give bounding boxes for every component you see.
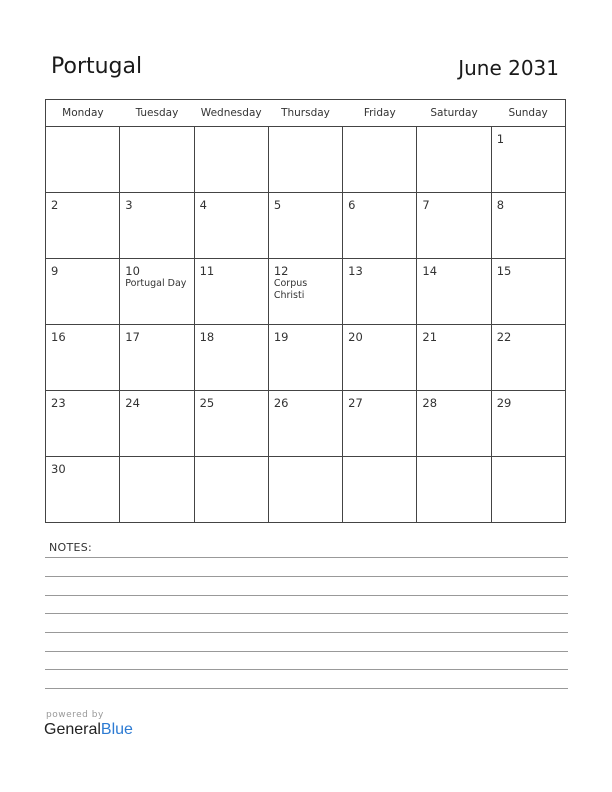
day-cell xyxy=(491,391,565,457)
day-cell xyxy=(343,193,417,259)
day-number: 13 xyxy=(348,264,363,278)
day-cell xyxy=(268,193,342,259)
day-cell xyxy=(343,391,417,457)
week-row xyxy=(46,457,566,523)
day-cell xyxy=(120,259,194,325)
week-row xyxy=(46,259,566,325)
day-number: 4 xyxy=(199,198,207,212)
note-line xyxy=(45,688,568,689)
brand-logo[interactable] xyxy=(44,721,133,739)
weekday-header: Monday xyxy=(46,100,120,127)
note-line xyxy=(45,651,568,652)
day-number: 17 xyxy=(125,330,140,344)
day-cell xyxy=(491,127,565,193)
day-cell xyxy=(417,259,491,325)
day-cell xyxy=(268,391,342,457)
note-line xyxy=(45,595,568,596)
day-number: 3 xyxy=(125,198,133,212)
holiday-label: Portugal Day xyxy=(125,278,187,289)
week-row xyxy=(46,193,566,259)
day-number: 18 xyxy=(199,330,215,344)
day-cell xyxy=(417,457,491,523)
day-number: 8 xyxy=(496,198,505,212)
day-number: 16 xyxy=(51,330,66,344)
day-number: 6 xyxy=(348,198,356,212)
day-cell xyxy=(46,259,120,325)
day-cell xyxy=(194,193,268,259)
day-number: 27 xyxy=(348,396,363,410)
day-cell xyxy=(268,259,342,325)
week-row xyxy=(46,391,566,457)
day-cell xyxy=(194,259,268,325)
day-number: 25 xyxy=(199,396,215,410)
day-number: 15 xyxy=(496,264,512,278)
day-cell xyxy=(46,391,120,457)
day-cell xyxy=(120,457,194,523)
day-cell xyxy=(491,259,565,325)
day-number: 26 xyxy=(273,396,289,410)
day-cell xyxy=(343,457,417,523)
day-cell xyxy=(194,127,268,193)
day-cell xyxy=(343,325,417,391)
powered-by-text: powered by xyxy=(46,710,104,720)
day-cell xyxy=(491,193,565,259)
weekday-header: Wednesday xyxy=(194,100,268,127)
day-cell xyxy=(120,193,194,259)
day-cell xyxy=(120,127,194,193)
day-number: 1 xyxy=(496,132,505,146)
day-cell xyxy=(194,325,268,391)
day-number: 19 xyxy=(273,330,289,344)
day-cell xyxy=(343,127,417,193)
day-number: 20 xyxy=(348,330,363,344)
day-cell xyxy=(268,127,342,193)
week-row xyxy=(46,325,566,391)
weekday-header: Friday xyxy=(343,100,417,127)
calendar-body xyxy=(46,127,566,523)
note-line xyxy=(45,632,568,633)
day-number: 9 xyxy=(51,264,59,278)
day-number: 24 xyxy=(125,396,140,410)
weekday-header: Saturday xyxy=(417,100,491,127)
day-number: 10 xyxy=(125,264,140,278)
day-cell xyxy=(194,391,268,457)
weekday-header-row xyxy=(46,100,566,127)
brand-general: General xyxy=(44,721,101,738)
note-line xyxy=(45,669,568,670)
day-number: 29 xyxy=(496,396,512,410)
day-cell xyxy=(343,259,417,325)
calendar-grid xyxy=(45,99,566,523)
day-number: 21 xyxy=(422,330,438,344)
month-year-title: June 2031 xyxy=(458,56,559,80)
day-number: 7 xyxy=(422,198,430,212)
day-cell xyxy=(194,457,268,523)
day-number: 30 xyxy=(51,462,66,476)
day-cell xyxy=(268,457,342,523)
day-cell xyxy=(491,457,565,523)
notes-label: NOTES: xyxy=(49,541,93,554)
day-number: 2 xyxy=(51,198,59,212)
day-cell xyxy=(46,457,120,523)
day-cell xyxy=(417,391,491,457)
country-title: Portugal xyxy=(51,54,143,79)
day-cell xyxy=(417,325,491,391)
day-cell xyxy=(491,325,565,391)
day-number: 5 xyxy=(273,198,282,212)
day-number: 11 xyxy=(199,264,215,278)
weekday-header: Sunday xyxy=(491,100,565,127)
day-number: 28 xyxy=(422,396,438,410)
brand-blue: Blue xyxy=(100,721,133,738)
holiday-label: Corpus Christi xyxy=(273,278,308,301)
day-cell xyxy=(120,391,194,457)
day-number: 14 xyxy=(422,264,438,278)
day-cell xyxy=(268,325,342,391)
day-cell xyxy=(46,193,120,259)
day-number: 12 xyxy=(273,264,289,278)
day-cell xyxy=(46,127,120,193)
weekday-header: Thursday xyxy=(268,100,342,127)
weekday-header: Tuesday xyxy=(120,100,194,127)
day-cell xyxy=(417,193,491,259)
day-cell xyxy=(46,325,120,391)
day-cell xyxy=(120,325,194,391)
note-line xyxy=(45,557,568,558)
week-row xyxy=(46,127,566,193)
day-number: 22 xyxy=(496,330,512,344)
day-number: 23 xyxy=(51,396,66,410)
note-line xyxy=(45,576,568,577)
note-line xyxy=(45,613,568,614)
day-cell xyxy=(417,127,491,193)
